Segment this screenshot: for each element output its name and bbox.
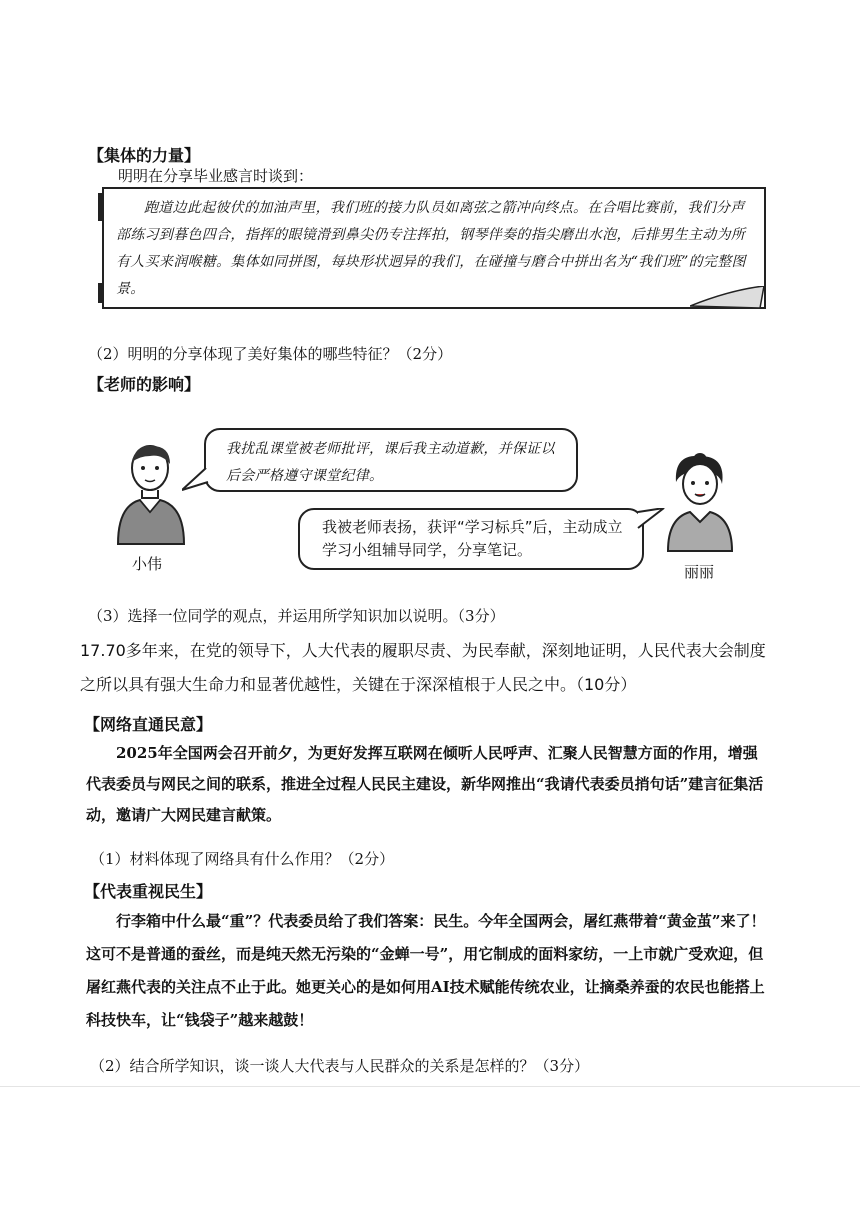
question-2-collective: （2）明明的分享体现了美好集体的哪些特征？（2分） xyxy=(88,345,453,363)
question-3-teacher: （3）选择一位同学的观点，并运用所学知识加以说明。（3分） xyxy=(88,607,505,625)
box-edge-mark xyxy=(98,283,102,303)
question-17-stem: 17.70多年来，在党的领导下，人大代表的履职尽责、为民奉献，深刻地证明，人民代表大会制度之所以具有强大生命力和显著优越性，关键在于深深植根于人民之中。（10分） xyxy=(80,641,766,694)
page-curl-icon xyxy=(690,286,770,314)
bubble-text-lili: 我被老师表扬，获评“学习标兵”后，主动成立学习小组辅导同学，分享笔记。 xyxy=(322,518,623,559)
speech-bubble-lili xyxy=(298,508,644,570)
xiaowei-figure-icon xyxy=(112,440,192,545)
quote-text: 跑道边此起彼伏的加油声里，我们班的接力队员如离弦之箭冲向终点。在合唱比赛前，我们分声部练习到暮色四合，指挥的眼镜滑到鼻尖仍专注挥拍，钢琴伴奏的指尖磨出水泡，后排男生主动为所有人买来润喉糖。集体如同拼图，每块形状迥异的我们，在碰撞与磨合中拼出名为“我们班”的完整图景。 xyxy=(116,200,746,297)
name-lili: 丽丽 xyxy=(684,563,715,581)
box-edge-mark xyxy=(98,193,102,221)
network-paragraph: 2025年全国两会召开前夕，为更好发挥互联网在倾听人民呼声、汇聚人民智慧方面的作用，增强代表委员与网民之间的联系，推进全过程人民民主建设，新华网推出“我请代表委员捎句话”建言征集活动，邀请广大网民建言献策。 xyxy=(86,744,764,824)
name-xiaowei: 小伟 xyxy=(132,555,163,573)
quote-box xyxy=(102,187,766,309)
bubble-tail-icon xyxy=(632,508,666,534)
question-1-network: （1）材料体现了网络具有什么作用？（2分） xyxy=(90,850,395,868)
bubble-tail-icon xyxy=(182,468,212,494)
page-bottom-divider xyxy=(0,1086,860,1087)
heading-livelihood: 【代表重视民生】 xyxy=(84,882,213,901)
bubble-text-xiaowei: 我扰乱课堂被老师批评，课后我主动道歉，并保证以后会严格遵守课堂纪律。 xyxy=(226,441,555,484)
heading-teacher: 【老师的影响】 xyxy=(88,375,201,394)
lili-figure-icon xyxy=(662,452,738,552)
question-2-livelihood: （2）结合所学知识，谈一谈人大代表与人民群众的关系是怎样的？（3分） xyxy=(90,1057,590,1075)
heading-collective: 【集体的力量】 xyxy=(88,146,201,165)
heading-network: 【网络直通民意】 xyxy=(84,715,213,734)
collective-intro: 明明在分享毕业感言时谈到： xyxy=(118,167,314,185)
livelihood-paragraph: 行李箱中什么最“重”？代表委员给了我们答案：民生。今年全国两会，屠红燕带着“黄金茧”来了！这可不是普通的蚕丝，而是纯天然无污染的“金蝉一号”，用它制成的面料家纺，一上市就广受欢迎，但屠红燕代表的关注点不止于此。她更关心的是如何用AI技术赋能传统农业，让摘桑养蚕的农民也能搭上科技快车，让“钱袋子”越来越鼓！ xyxy=(86,912,766,1029)
speech-bubble-xiaowei xyxy=(204,428,578,492)
